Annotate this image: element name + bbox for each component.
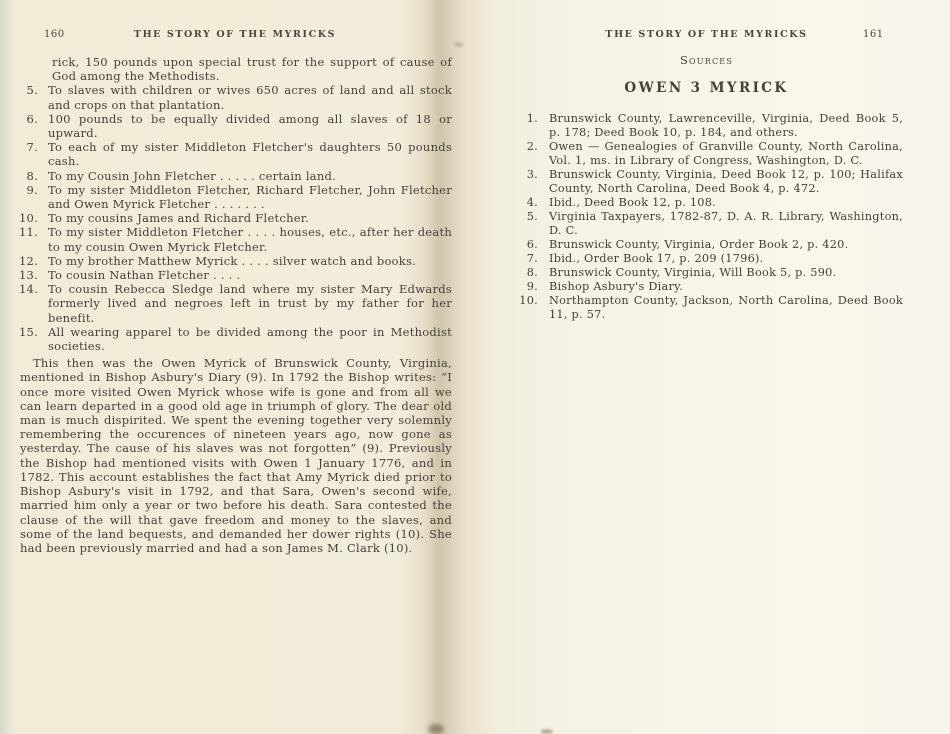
closing-paragraph: This then was the Owen Myrick of Brunswick County, Virginia, mentioned in Bishop Asbury's Diary (9). In 1792 the Bishop writes: “I once more visited Owen Myrick whose wife is gone and from all we can learn departed in a good old age in triumph of glory. The dear old man is much dispirited. We spent the evening together very solemnly remembering the occurences of nineteen years ago, now gone as yesterday. The cause of his slaves was not forgotten” (9). Previously the Bishop had mentioned visits with Owen 1 January 1776, and in 1782. This account establishes the fact that Amy Myrick died prior to Bishop Asbury's visit in 1792, and that Sara, Owen's second wife, married him only a year or two before his death. Sara contested the clause of the will that gave freedom and money to the slaves, and some of the land bequests, and demanded her dower rights (10). She had been previously married and had a son James M. Clark (10). bbox=[20, 356, 452, 555]
scan-speck bbox=[454, 42, 463, 47]
source-number: 2. bbox=[526, 140, 538, 153]
list-item-text: To my cousins James and Richard Fletcher. bbox=[48, 211, 310, 226]
source-number: 4. bbox=[526, 196, 538, 209]
list-item-number: 13. bbox=[18, 268, 38, 283]
page-right bbox=[506, 28, 907, 322]
subject-heading: OWEN 3 MYRICK bbox=[624, 80, 789, 96]
list-item bbox=[18, 268, 452, 282]
source-item bbox=[506, 112, 907, 140]
book-title-right: THE STORY OF THE MYRICKS bbox=[605, 29, 808, 40]
source-text: Brunswick County, Virginia, Will Book 5, p. 590. bbox=[549, 266, 837, 279]
source-item bbox=[506, 140, 907, 168]
source-text: Ibid., Deed Book 12, p. 108. bbox=[549, 196, 717, 209]
source-number: 8. bbox=[526, 266, 538, 279]
list-item-text: To slaves with children or wives 650 acres of land and all stock and crops on that plantation. bbox=[48, 83, 452, 112]
source-number: 10. bbox=[519, 294, 538, 307]
list-item-text: To each of my sister Middleton Fletcher's daughters 50 pounds cash. bbox=[48, 140, 452, 169]
list-item bbox=[18, 112, 452, 140]
list-item-number: 7. bbox=[26, 140, 38, 155]
source-number: 9. bbox=[526, 280, 538, 293]
list-item-text: To my Cousin John Fletcher . . . . . certain land. bbox=[48, 168, 337, 183]
source-item bbox=[506, 266, 907, 280]
list-item-number: 5. bbox=[26, 83, 38, 98]
source-item bbox=[506, 252, 907, 266]
continuation-paragraph: rick, 150 pounds upon special trust for the support of cause of God among the Methodists. bbox=[52, 55, 452, 84]
source-number: 3. bbox=[526, 168, 538, 181]
list-item-text: All wearing apparel to be divided among the poor in Methodist societies. bbox=[48, 324, 452, 354]
list-item-number: 6. bbox=[26, 111, 38, 126]
list-item-text: To my sister Middleton Fletcher, Richard Fletcher, John Fletcher and Owen Myrick Fletcher . . . . . . . bbox=[48, 182, 452, 212]
source-item bbox=[506, 280, 907, 294]
bequest-list bbox=[18, 83, 452, 353]
list-item bbox=[18, 325, 452, 353]
source-text: Brunswick County, Lawrenceville, Virginia, Deed Book 5, p. 178; Deed Book 10, p. 184, and others. bbox=[549, 112, 903, 139]
list-item bbox=[18, 169, 452, 183]
source-item bbox=[506, 210, 907, 238]
page-number-right: 161 bbox=[863, 29, 884, 40]
scan-speck bbox=[541, 729, 553, 734]
source-number: 6. bbox=[526, 238, 538, 251]
source-text: Ibid., Order Book 17, p. 209 (1796). bbox=[549, 252, 764, 265]
list-item bbox=[18, 282, 452, 325]
list-item-number: 14. bbox=[18, 282, 38, 297]
source-text: Virginia Taxpayers, 1782-87, D. A. R. Library, Washington, D. C. bbox=[549, 210, 903, 237]
source-text: Brunswick County, Virginia, Order Book 2, p. 420. bbox=[549, 238, 849, 251]
list-item-number: 8. bbox=[26, 168, 38, 183]
list-item-text: To my sister Middleton Fletcher . . . . houses, etc., after her death to my cousin Owen Myrick Fletcher. bbox=[48, 225, 452, 254]
list-item bbox=[18, 83, 452, 111]
source-item bbox=[506, 238, 907, 252]
source-number: 7. bbox=[526, 252, 538, 265]
running-header-right bbox=[506, 28, 907, 42]
list-item bbox=[18, 183, 452, 211]
source-item bbox=[506, 168, 907, 196]
list-item-number: 15. bbox=[18, 324, 38, 339]
source-number: 1. bbox=[526, 112, 538, 125]
sources-list bbox=[506, 112, 907, 322]
source-text: Northampton County, Jackson, North Carolina, Deed Book 11, p. 57. bbox=[549, 294, 903, 321]
spine-shadow-mark bbox=[428, 724, 444, 734]
page-left bbox=[18, 28, 452, 555]
list-item bbox=[18, 211, 452, 225]
list-item-text: To cousin Nathan Fletcher . . . . bbox=[48, 268, 241, 283]
running-header-left bbox=[18, 28, 452, 42]
source-text: Brunswick County, Virginia, Deed Book 12, p. 100; Halifax County, North Carolina, Deed Book 4, p. 472. bbox=[549, 168, 903, 195]
source-item bbox=[506, 294, 907, 322]
list-item-number: 10. bbox=[18, 211, 38, 226]
page-number-left: 160 bbox=[44, 29, 65, 40]
source-text: Owen — Genealogies of Granville County, North Carolina, Vol. 1, ms. in Library of Congress, Washington, D. C. bbox=[549, 140, 903, 167]
book-title-left: THE STORY OF THE MYRICKS bbox=[133, 29, 337, 40]
source-item bbox=[506, 196, 907, 210]
list-item bbox=[18, 140, 452, 168]
list-item-text: To cousin Rebecca Sledge land where my sister Mary Edwards formerly lived and negroes left in trust by my father for her benefit. bbox=[48, 282, 452, 325]
list-item-text: To my brother Matthew Myrick . . . . silver watch and books. bbox=[48, 253, 417, 268]
list-item bbox=[18, 254, 452, 268]
list-item-number: 9. bbox=[26, 182, 38, 197]
left-page-body bbox=[18, 55, 452, 555]
list-item bbox=[18, 225, 452, 253]
source-text: Bishop Asbury's Diary. bbox=[549, 280, 684, 293]
sources-heading: Sources bbox=[679, 53, 734, 67]
list-item-text: 100 pounds to be equally divided among all slaves of 18 or upward. bbox=[48, 111, 452, 141]
source-number: 5. bbox=[526, 210, 538, 223]
list-item-number: 11. bbox=[18, 225, 38, 240]
list-item-number: 12. bbox=[18, 253, 38, 268]
